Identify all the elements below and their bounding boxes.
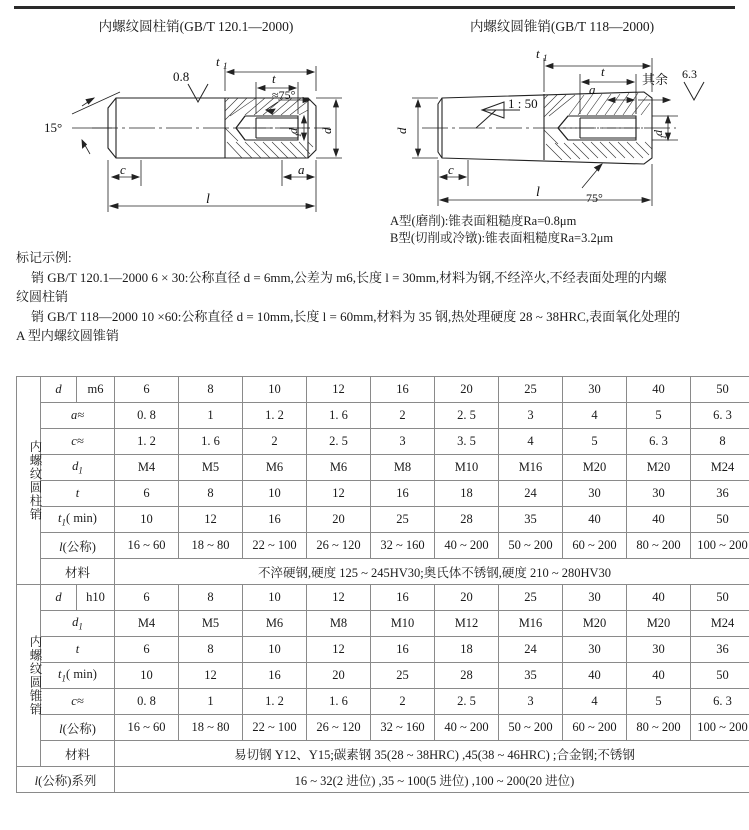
- cell: 30: [627, 637, 691, 663]
- table-row: [17, 637, 749, 663]
- marking-example-2-line2: A 型内螺纹圆锥销: [16, 328, 119, 343]
- cell: 3. 5: [435, 429, 499, 455]
- table-row: [17, 455, 749, 481]
- cell: 8: [179, 585, 243, 611]
- cell: 40 ~ 200: [435, 533, 499, 559]
- cell: 1. 2: [243, 403, 307, 429]
- cell: 3: [499, 403, 563, 429]
- cell: M4: [115, 611, 179, 637]
- cell: 25: [371, 663, 435, 689]
- label-t1: t: [216, 54, 220, 69]
- cell: M20: [627, 455, 691, 481]
- row-label-d: d: [41, 377, 77, 403]
- label-d: d: [394, 127, 409, 134]
- cell: 25: [371, 507, 435, 533]
- cell: 50 ~ 200: [499, 715, 563, 741]
- cell: 30: [563, 637, 627, 663]
- cell: 12: [307, 481, 371, 507]
- cell: M20: [563, 611, 627, 637]
- specification-tables: [16, 376, 748, 793]
- label-c: c: [120, 162, 126, 177]
- row-label-d1: $d_1$: [41, 455, 115, 481]
- cell: M20: [627, 611, 691, 637]
- label-a: a: [298, 162, 305, 177]
- cell: M6: [243, 455, 307, 481]
- cell: 2: [371, 403, 435, 429]
- cell: 20: [435, 377, 499, 403]
- cell: 12: [307, 637, 371, 663]
- figure-taper-pin-drawing: [386, 36, 738, 211]
- cell: 10: [115, 507, 179, 533]
- cell: 22 ~ 100: [243, 715, 307, 741]
- cell: 40: [627, 377, 691, 403]
- cell: 40: [627, 585, 691, 611]
- label-c: c: [448, 162, 454, 177]
- table-row: [17, 715, 749, 741]
- cell: 28: [435, 663, 499, 689]
- cell: 1. 2: [243, 689, 307, 715]
- cell: M8: [371, 455, 435, 481]
- cell: 32 ~ 160: [371, 715, 435, 741]
- svg-text:1: 1: [659, 135, 668, 139]
- note-type-b: B型(切削或冷镦):锥表面粗糙度Ra=3.2μm: [390, 231, 614, 245]
- cell: 6: [115, 585, 179, 611]
- label-roughness-0-8: 0.8: [173, 69, 190, 84]
- cell: 10: [243, 585, 307, 611]
- cell: 16: [371, 585, 435, 611]
- row-label-l-nominal: l(公称): [41, 533, 115, 559]
- cell: 12: [307, 585, 371, 611]
- cell: 40: [563, 507, 627, 533]
- cell: 24: [499, 637, 563, 663]
- cell: M24: [691, 611, 749, 637]
- svg-text:1: 1: [543, 53, 548, 63]
- cell: 26 ~ 120: [307, 533, 371, 559]
- label-roughness-6-3: 6.3: [682, 67, 697, 81]
- cell: M24: [691, 455, 749, 481]
- table-row: [17, 585, 749, 611]
- table-row: [17, 481, 749, 507]
- cell: 25: [499, 585, 563, 611]
- top-horizontal-rule: [14, 6, 735, 9]
- cell: 12: [179, 507, 243, 533]
- cell: 2. 5: [307, 429, 371, 455]
- cell: 6. 3: [691, 403, 749, 429]
- cell: M4: [115, 455, 179, 481]
- figure-taper-pin-title: 内螺纹圆锥销(GB/T 118—2000): [469, 19, 655, 34]
- cell: 8: [179, 637, 243, 663]
- cell: 50: [691, 585, 749, 611]
- figure-cylindrical-pin-title: 内螺纹圆柱销(GB/T 120.1—2000): [98, 19, 294, 34]
- row-label-d1: $d_1$: [41, 611, 115, 637]
- table-row: [17, 533, 749, 559]
- row-label-t1-min: $t_1$( min): [41, 663, 115, 689]
- table-row: [17, 403, 749, 429]
- label-d: d: [319, 127, 334, 134]
- cell: 10: [115, 663, 179, 689]
- cell: 18: [435, 481, 499, 507]
- cell: M6: [243, 611, 307, 637]
- label-angle-15: 15°: [44, 120, 63, 135]
- row-label-l-series: l(公称)系列: [17, 767, 115, 793]
- figure-cylindrical-pin-drawing: [20, 36, 372, 226]
- marking-example-1-line2: 纹圆柱销: [16, 289, 69, 304]
- cell: 6: [115, 377, 179, 403]
- row-tolerance-h10: h10: [77, 585, 115, 611]
- cell: 36: [691, 637, 749, 663]
- label-d1: d: [651, 130, 665, 136]
- cell: 100 ~ 200: [691, 715, 749, 741]
- cell: 40: [563, 663, 627, 689]
- table-row: [17, 611, 749, 637]
- cell: 30: [563, 377, 627, 403]
- cell: 5: [627, 689, 691, 715]
- cell: 0. 8: [115, 403, 179, 429]
- cell: 2. 5: [435, 689, 499, 715]
- marking-examples-heading: 标记示例:: [16, 250, 72, 265]
- cell: 20: [435, 585, 499, 611]
- figure-taper-pin-notes: [382, 213, 742, 247]
- cell: M10: [435, 455, 499, 481]
- cell: 20: [307, 663, 371, 689]
- figures-area: [0, 18, 749, 250]
- cell: 40: [627, 507, 691, 533]
- figure-taper-pin: [382, 18, 742, 247]
- cell: M8: [307, 611, 371, 637]
- cell: 60 ~ 200: [563, 715, 627, 741]
- material-value-taper: 易切钢 Y12、Y15;碳素钢 35(28 ~ 38HRC) ,45(38 ~ 46HRC) ;合金钢;不锈钢: [115, 741, 749, 767]
- row-label-t: t: [41, 637, 115, 663]
- cell: 35: [499, 507, 563, 533]
- table-row: [17, 741, 749, 767]
- cell: 28: [435, 507, 499, 533]
- cell: 1. 2: [115, 429, 179, 455]
- l-series-value: 16 ~ 32(2 进位) ,35 ~ 100(5 进位) ,100 ~ 200(20 进位): [115, 767, 749, 793]
- cell: 6. 3: [627, 429, 691, 455]
- cell: 16: [371, 637, 435, 663]
- cell: 10: [243, 481, 307, 507]
- table-row: [17, 377, 749, 403]
- cell: 100 ~ 200: [691, 533, 749, 559]
- label-angle-75: ≈75°: [272, 88, 296, 102]
- table-row: [17, 429, 749, 455]
- cell: 6. 3: [691, 689, 749, 715]
- cell: 30: [563, 585, 627, 611]
- cell: M16: [499, 611, 563, 637]
- cell: 6: [115, 637, 179, 663]
- cell: M5: [179, 611, 243, 637]
- row-label-d: d: [41, 585, 77, 611]
- marking-example-1-line1: 销 GB/T 120.1—2000 6 × 30:公称直径 d = 6mm,公差为 m6,长度 l = 30mm,材料为钢,不经淬火,不经表面处理的内螺: [31, 269, 667, 285]
- label-l: l: [536, 185, 540, 200]
- cell: 50: [691, 663, 749, 689]
- group-label-taper: 内螺纹圆锥销: [17, 585, 41, 767]
- cell: 18 ~ 80: [179, 533, 243, 559]
- cell: 60 ~ 200: [563, 533, 627, 559]
- cell: 4: [563, 403, 627, 429]
- label-l: l: [206, 192, 210, 207]
- cell: 1. 6: [307, 689, 371, 715]
- cell: 8: [179, 377, 243, 403]
- cell: 2: [243, 429, 307, 455]
- row-label-l-nominal: l(公称): [41, 715, 115, 741]
- cell: 1: [179, 403, 243, 429]
- marking-example-2-line1: 销 GB/T 118—2000 10 ×60:公称直径 d = 10mm,长度 l = 60mm,材料为 35 钢,热处理硬度 28 ~ 38HRC,表面氧化处理的: [31, 308, 681, 324]
- cell: 80 ~ 200: [627, 715, 691, 741]
- spec-table: [16, 376, 749, 793]
- cell: 50: [691, 377, 749, 403]
- cell: 8: [179, 481, 243, 507]
- row-tolerance-m6: m6: [77, 377, 115, 403]
- cell: 2. 5: [435, 403, 499, 429]
- cell: M5: [179, 455, 243, 481]
- svg-text:1: 1: [294, 133, 303, 137]
- label-d1: d: [286, 128, 300, 134]
- cell: 25: [499, 377, 563, 403]
- cell: 80 ~ 200: [627, 533, 691, 559]
- label-t: t: [272, 71, 276, 86]
- cell: 35: [499, 663, 563, 689]
- row-label-t: t: [41, 481, 115, 507]
- cell: M10: [371, 611, 435, 637]
- label-a: a: [589, 82, 596, 97]
- cell: 10: [243, 637, 307, 663]
- cell: 16 ~ 60: [115, 715, 179, 741]
- cell: 0. 8: [115, 689, 179, 715]
- cell: 32 ~ 160: [371, 533, 435, 559]
- cell: 40 ~ 200: [435, 715, 499, 741]
- row-label-material: 材料: [41, 559, 115, 585]
- note-type-a: A型(磨削):锥表面粗糙度Ra=0.8μm: [390, 214, 577, 228]
- cell: 5: [627, 403, 691, 429]
- cell: 24: [499, 481, 563, 507]
- cell: 1. 6: [179, 429, 243, 455]
- cell: 16: [371, 481, 435, 507]
- svg-text:1: 1: [223, 61, 228, 71]
- table-row: [17, 559, 749, 585]
- cell: 50: [691, 507, 749, 533]
- cell: 18: [435, 637, 499, 663]
- figure-cylindrical-pin: [16, 18, 376, 226]
- cell: 8: [691, 429, 749, 455]
- cell: 30: [627, 481, 691, 507]
- cell: 3: [499, 689, 563, 715]
- row-label-a: a≈: [41, 403, 115, 429]
- cell: 20: [307, 507, 371, 533]
- table-row: [17, 689, 749, 715]
- cell: 16: [243, 507, 307, 533]
- label-t: t: [601, 64, 605, 79]
- label-taper-ratio: 1 : 50: [508, 96, 538, 111]
- row-label-c: c≈: [41, 429, 115, 455]
- marking-examples: [16, 248, 738, 346]
- cell: 16: [243, 663, 307, 689]
- group-label-cylindrical: 内螺纹圆柱销: [17, 377, 41, 585]
- cell: 30: [563, 481, 627, 507]
- cell: 16 ~ 60: [115, 533, 179, 559]
- material-value-cylindrical: 不淬硬钢,硬度 125 ~ 245HV30;奥氏体不锈钢,硬度 210 ~ 280HV30: [115, 559, 749, 585]
- cell: 1: [179, 689, 243, 715]
- cell: 50 ~ 200: [499, 533, 563, 559]
- cell: 4: [563, 689, 627, 715]
- cell: 16: [371, 377, 435, 403]
- cell: 18 ~ 80: [179, 715, 243, 741]
- label-t1: t: [536, 46, 540, 61]
- label-other: 其余: [642, 72, 669, 87]
- cell: 4: [499, 429, 563, 455]
- cell: 12: [307, 377, 371, 403]
- cell: 5: [563, 429, 627, 455]
- cell: 12: [179, 663, 243, 689]
- cell: 2: [371, 689, 435, 715]
- cell: 40: [627, 663, 691, 689]
- cell: M6: [307, 455, 371, 481]
- table-row: [17, 663, 749, 689]
- row-label-t1-min: $t_1$( min): [41, 507, 115, 533]
- cell: M12: [435, 611, 499, 637]
- cell: 26 ~ 120: [307, 715, 371, 741]
- cell: 6: [115, 481, 179, 507]
- cell: 36: [691, 481, 749, 507]
- cell: 3: [371, 429, 435, 455]
- label-angle-75: 75°: [586, 191, 603, 205]
- table-row: [17, 507, 749, 533]
- cell: 22 ~ 100: [243, 533, 307, 559]
- cell: M20: [563, 455, 627, 481]
- table-row: [17, 767, 749, 793]
- row-label-material: 材料: [41, 741, 115, 767]
- row-label-c: c≈: [41, 689, 115, 715]
- cell: M16: [499, 455, 563, 481]
- cell: 1. 6: [307, 403, 371, 429]
- cell: 10: [243, 377, 307, 403]
